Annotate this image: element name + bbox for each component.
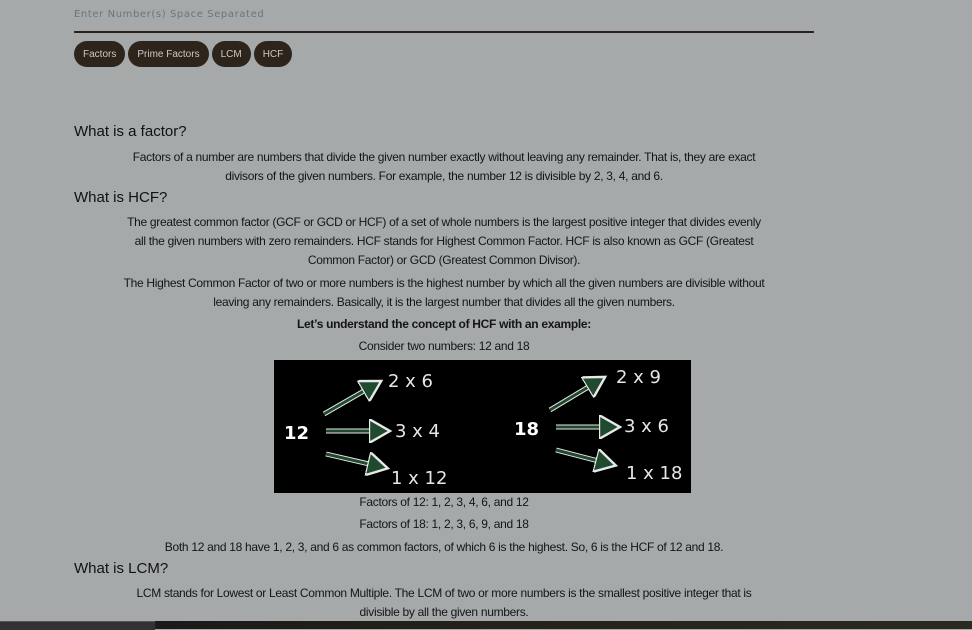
hcf-text-p1-line2: all the given numbers with zero remainders. HCF stands for Highest Common Factor. HCF is also known as GCF (Greatest bbox=[134, 234, 754, 248]
factors-12-text: Factors of 12: 1, 2, 3, 4, 6, and 12 bbox=[359, 495, 529, 509]
hcf-example-heading: Let’s understand the concept of HCF with an example: bbox=[297, 317, 591, 331]
hcf-text-p1-line1: The greatest common factor (GCF or GCD or HCF) of a set of whole numbers is the largest positive integer that divides evenly bbox=[127, 215, 761, 229]
calculator-buttons bbox=[74, 41, 292, 67]
lcm-text-line2: divisible by all the given numbers. bbox=[359, 605, 529, 619]
hcf-consider-text: Consider two numbers: 12 and 18 bbox=[358, 339, 530, 353]
hcf-button[interactable]: HCF bbox=[254, 41, 293, 67]
left-number: 12 bbox=[284, 423, 310, 444]
heading-hcf: What is HCF? bbox=[74, 189, 168, 206]
factors-button[interactable]: Factors bbox=[74, 41, 125, 67]
prime-factors-button[interactable]: Prime Factors bbox=[128, 41, 208, 67]
left-product-3: 1 x 12 bbox=[391, 468, 448, 489]
numbers-input[interactable] bbox=[74, 9, 814, 20]
hcf-conclusion-text: Both 12 and 18 have 1, 2, 3, and 6 as common factors, of which 6 is the highest. So, 6 is the HCF of 12 and 18. bbox=[164, 540, 724, 554]
heading-factor: What is a factor? bbox=[74, 123, 187, 140]
right-product-3: 1 x 18 bbox=[626, 463, 683, 484]
hcf-text-p2-line1: The Highest Common Factor of two or more numbers is the highest number by which all the given numbers are divisible without bbox=[123, 276, 765, 290]
hcf-text-p2-line2: leaving any remainders. Basically, it is the largest number that divides all the given numbers. bbox=[213, 295, 675, 309]
number-input-container bbox=[74, 0, 814, 33]
factor-arrows-diagram bbox=[274, 360, 691, 493]
right-number: 18 bbox=[514, 419, 540, 440]
lcm-button[interactable]: LCM bbox=[212, 41, 251, 67]
left-product-2: 3 x 4 bbox=[395, 421, 440, 442]
right-product-2: 3 x 6 bbox=[624, 416, 669, 437]
factor-text-line2: divisors of the given numbers. For example, the number 12 is divisible by 2, 3, 4, and 6. bbox=[225, 169, 663, 183]
left-product-1: 2 x 6 bbox=[388, 371, 433, 392]
factor-text-line1: Factors of a number are numbers that divide the given number exactly without leaving any remainder. That is, they are exact bbox=[132, 150, 756, 164]
hcf-text-p1-line3: Common Factor) or GCD (Greatest Common Divisor). bbox=[307, 253, 581, 267]
hcf-example-diagram bbox=[274, 360, 691, 493]
factors-18-text: Factors of 18: 1, 2, 3, 6, 9, and 18 bbox=[359, 517, 529, 531]
right-product-1: 2 x 9 bbox=[616, 367, 661, 388]
lcm-text-line1: LCM stands for Lowest or Least Common Multiple. The LCM of two or more numbers is the smallest positive integer that is bbox=[136, 586, 752, 600]
bottom-taskbar bbox=[0, 621, 972, 629]
heading-lcm: What is LCM? bbox=[74, 560, 169, 577]
